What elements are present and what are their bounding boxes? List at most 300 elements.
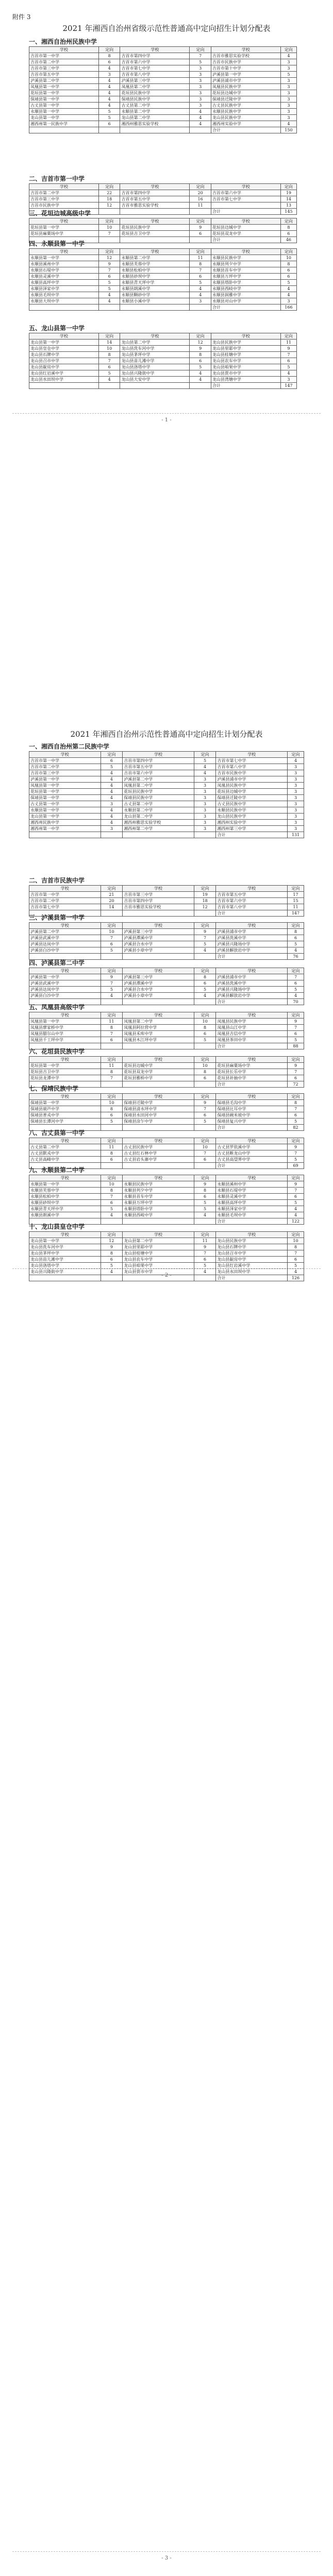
header-quota: 定向 bbox=[194, 1138, 216, 1144]
quota-cell: 6 bbox=[280, 267, 296, 274]
school-cell bbox=[123, 1218, 194, 1225]
school-cell: 龙山县第二中学 bbox=[123, 814, 194, 820]
header-quota: 定向 bbox=[190, 184, 211, 190]
table-row bbox=[29, 352, 297, 358]
table-row bbox=[29, 1106, 304, 1112]
table-row bbox=[29, 1019, 304, 1025]
school-cell: 龙山县桂塘中学 bbox=[123, 1250, 194, 1257]
quota-cell: 3 bbox=[280, 90, 296, 96]
school-cell: 泸溪县潭溪中学 bbox=[123, 980, 194, 987]
school-cell: 泸溪县浦市中学 bbox=[216, 776, 288, 783]
school-cell: 泸溪县洗溪中学 bbox=[216, 935, 288, 941]
table-header-row bbox=[29, 1057, 304, 1063]
school-cell: 保靖县民族中学 bbox=[120, 96, 190, 103]
school-cell: 保靖县迁陵中学 bbox=[123, 1100, 194, 1106]
school-cell: 花垣县边城中学 bbox=[211, 225, 280, 231]
school-cell: 龙山县水田坝中学 bbox=[216, 1269, 288, 1275]
quota-cell: 3 bbox=[287, 801, 304, 807]
school-cell: 花垣县边城中学 bbox=[216, 789, 288, 795]
school-cell: 凤凰县千工坪中学 bbox=[29, 1037, 101, 1043]
header-quota: 定向 bbox=[194, 1012, 216, 1019]
school-cell: 古丈县第二中学 bbox=[123, 801, 194, 807]
school-cell: 吉首市第二中学 bbox=[29, 764, 101, 770]
school-cell: 泸溪县第二中学 bbox=[123, 776, 194, 783]
school-cell: 龙山县民族中学 bbox=[211, 340, 280, 346]
quota-cell: 4 bbox=[190, 121, 211, 127]
quota-cell bbox=[98, 127, 120, 133]
header-school: 学校 bbox=[29, 184, 99, 190]
quota-cell bbox=[194, 1163, 216, 1169]
table-row bbox=[29, 1200, 304, 1206]
quota-cell: 3 bbox=[194, 776, 216, 783]
quota-cell: 7 bbox=[98, 267, 120, 274]
school-cell: 吉首市第七中学 bbox=[29, 904, 101, 910]
table-row bbox=[29, 1244, 304, 1250]
school-cell: 吉首市第三中学 bbox=[29, 65, 99, 72]
quota-cell: 4 bbox=[101, 993, 123, 999]
header-school: 学校 bbox=[29, 1057, 101, 1063]
school-cell: 永顺县民族中学 bbox=[216, 807, 288, 814]
quota-cell: 3 bbox=[287, 814, 304, 820]
school-cell: 合计 bbox=[211, 304, 280, 311]
table-row bbox=[29, 115, 297, 121]
header-school: 学校 bbox=[211, 333, 280, 340]
quota-cell: 6 bbox=[101, 1112, 123, 1118]
school-cell: 古丈县断龙山中学 bbox=[216, 1150, 288, 1157]
table-row bbox=[29, 202, 297, 209]
table-row bbox=[29, 255, 297, 261]
quota-cell: 7 bbox=[287, 1250, 304, 1257]
header-quota: 定向 bbox=[194, 1057, 216, 1063]
quota-cell bbox=[101, 954, 123, 960]
quota-cell: 7 bbox=[101, 1075, 123, 1081]
quota-cell: 8 bbox=[280, 225, 296, 231]
document-title-part2: 2021 年湘西自治州示范性普通高中定向招生计划分配表 bbox=[70, 730, 263, 739]
header-school: 学校 bbox=[120, 184, 190, 190]
header-school: 学校 bbox=[120, 218, 190, 225]
quota-cell: 10 bbox=[280, 255, 296, 261]
quota-cell: 4 bbox=[280, 121, 296, 127]
school-cell: 泸溪县浦市中学 bbox=[216, 974, 288, 980]
quota-cell: 4 bbox=[194, 764, 216, 770]
quota-table bbox=[29, 922, 304, 960]
school-cell: 龙山县桂塘中学 bbox=[211, 352, 280, 358]
quota-cell: 5 bbox=[287, 1200, 304, 1206]
table-row bbox=[29, 1075, 304, 1081]
quota-cell: 3 bbox=[280, 96, 296, 103]
quota-table bbox=[29, 46, 297, 133]
school-cell: 龙山县第二中学 bbox=[123, 1238, 194, 1244]
quota-cell: 6 bbox=[194, 1157, 216, 1163]
school-cell: 凤凰县吉信中学 bbox=[216, 1031, 288, 1037]
school-cell: 保靖县迁陵中学 bbox=[216, 795, 288, 801]
quota-cell: 4 bbox=[101, 789, 123, 795]
quota-cell bbox=[190, 304, 211, 311]
table-row bbox=[29, 190, 297, 196]
school-cell: 永顺县万坪中学 bbox=[123, 1200, 194, 1206]
quota-cell: 126 bbox=[287, 1275, 304, 1281]
section-heading: 二、吉首市民族中学 bbox=[29, 877, 85, 884]
header-school: 学校 bbox=[29, 1232, 101, 1238]
school-cell: 合计 bbox=[211, 237, 280, 243]
header-school: 学校 bbox=[29, 1094, 101, 1100]
page-number: - 3 - bbox=[161, 2555, 172, 2561]
quota-cell: 10 bbox=[101, 1181, 123, 1188]
school-cell: 龙山县大安中学 bbox=[120, 377, 190, 383]
quota-cell: 15 bbox=[287, 898, 304, 904]
document-title: 2021 年湘西自治州省级示范性普通高中定向招生计划分配表 bbox=[62, 24, 271, 33]
school-cell: 保靖县第一中学 bbox=[29, 1100, 101, 1106]
quota-cell: 5 bbox=[98, 109, 120, 115]
quota-cell: 6 bbox=[287, 1031, 304, 1037]
school-cell: 湘西州民族中学 bbox=[29, 820, 101, 826]
quota-cell: 12 bbox=[98, 202, 120, 209]
quota-cell: 7 bbox=[101, 1031, 123, 1037]
school-cell: 龙山县靛房中学 bbox=[29, 364, 99, 370]
school-cell: 吉首市雅思实验学校 bbox=[123, 904, 194, 910]
school-cell: 凤凰县禾库中学 bbox=[123, 1031, 194, 1037]
header-school: 学校 bbox=[29, 333, 99, 340]
quota-cell: 9 bbox=[280, 346, 296, 352]
quota-cell: 12 bbox=[194, 904, 216, 910]
quota-cell: 5 bbox=[287, 1118, 304, 1125]
school-cell: 永顺县列夕中学 bbox=[211, 261, 280, 267]
school-cell: 花垣县麻栗场中学 bbox=[29, 231, 99, 237]
school-cell: 永顺县第一中学 bbox=[29, 255, 99, 261]
table-row bbox=[29, 807, 304, 814]
quota-cell: 4 bbox=[194, 947, 216, 954]
quota-cell: 145 bbox=[280, 209, 296, 215]
school-cell: 永顺县第二中学 bbox=[123, 807, 194, 814]
school-cell: 吉首市第三中学 bbox=[123, 892, 194, 898]
school-cell: 永顺县灵溪中学 bbox=[29, 274, 99, 280]
school-cell: 龙山县苗儿滩中学 bbox=[120, 358, 190, 364]
quota-cell: 8 bbox=[194, 974, 216, 980]
school-cell: 花垣县第一中学 bbox=[29, 90, 99, 96]
school-cell: 泸溪县武溪中学 bbox=[29, 935, 101, 941]
school-cell: 泸溪县第三中学 bbox=[123, 974, 194, 980]
school-cell: 花垣县双龙中学 bbox=[123, 1069, 194, 1075]
school-cell: 凤凰县第二中学 bbox=[120, 84, 190, 90]
school-cell: 龙山县第二中学 bbox=[120, 115, 190, 121]
school-cell: 泸溪县第二中学 bbox=[29, 78, 99, 84]
table-row bbox=[29, 280, 297, 286]
school-cell: 泸溪县第三中学 bbox=[120, 78, 190, 84]
school-cell: 永顺县青天坪中学 bbox=[29, 1206, 101, 1212]
table-row bbox=[29, 974, 304, 980]
school-cell: 吉首市第一中学 bbox=[29, 758, 101, 764]
school-cell bbox=[120, 127, 190, 133]
header-school: 学校 bbox=[216, 752, 288, 758]
school-cell: 花垣县吉卫中学 bbox=[120, 231, 190, 237]
header-school: 学校 bbox=[123, 968, 194, 974]
quota-cell: 8 bbox=[101, 1025, 123, 1031]
school-cell: 泸溪县第三中学 bbox=[123, 929, 194, 935]
header-school: 学校 bbox=[120, 47, 190, 53]
header-quota: 定向 bbox=[101, 1232, 123, 1238]
school-cell: 保靖县民族中学 bbox=[123, 795, 194, 801]
annex-label: 附件 3 bbox=[12, 13, 31, 21]
quota-cell: 7 bbox=[287, 1025, 304, 1031]
school-cell: 龙山县里耶中学 bbox=[211, 346, 280, 352]
school-cell: 古丈县民族中学 bbox=[123, 1144, 194, 1150]
section-heading: 四、泸溪县第二中学 bbox=[29, 959, 85, 967]
quota-cell: 5 bbox=[101, 947, 123, 954]
quota-cell: 5 bbox=[194, 987, 216, 993]
school-cell: 花垣县雅桥中学 bbox=[123, 1075, 194, 1081]
quota-cell: 4 bbox=[194, 770, 216, 776]
school-cell: 合计 bbox=[216, 1218, 288, 1225]
school-cell: 花垣县吉卫中学 bbox=[29, 1069, 101, 1075]
school-cell: 永顺县砂坝中学 bbox=[120, 274, 190, 280]
quota-cell: 5 bbox=[194, 758, 216, 764]
quota-cell: 147 bbox=[280, 383, 296, 389]
quota-cell bbox=[190, 127, 211, 133]
header-school: 学校 bbox=[29, 968, 101, 974]
quota-cell: 19 bbox=[280, 190, 296, 196]
quota-cell: 5 bbox=[194, 941, 216, 947]
school-cell: 吉首市第七中学 bbox=[120, 65, 190, 72]
school-cell: 永顺县列夕中学 bbox=[123, 1188, 194, 1194]
section-heading: 三、泸溪县第一中学 bbox=[29, 914, 85, 921]
quota-cell bbox=[101, 832, 123, 838]
school-cell: 花垣县民族中学 bbox=[123, 789, 194, 795]
header-school: 学校 bbox=[123, 923, 194, 929]
school-cell: 泸溪县第一中学 bbox=[29, 974, 101, 980]
school-cell: 龙山县兴隆街中学 bbox=[120, 370, 190, 377]
school-cell: 吉首市第二中学 bbox=[29, 898, 101, 904]
school-cell: 龙山县农车中学 bbox=[123, 1257, 194, 1263]
school-cell bbox=[120, 383, 190, 389]
quota-cell: 3 bbox=[190, 90, 211, 96]
table-row bbox=[29, 364, 297, 370]
quota-cell: 4 bbox=[101, 1269, 123, 1275]
quota-cell: 69 bbox=[287, 1163, 304, 1169]
table-row bbox=[29, 377, 297, 383]
section-heading: 七、保靖民族中学 bbox=[29, 1085, 79, 1092]
school-cell: 保靖县长潭河中学 bbox=[29, 1118, 101, 1125]
table-row bbox=[29, 1037, 304, 1043]
header-quota: 定向 bbox=[280, 47, 296, 53]
quota-cell: 4 bbox=[98, 103, 120, 109]
school-cell: 泸溪县合水中学 bbox=[123, 941, 194, 947]
quota-cell: 12 bbox=[190, 340, 211, 346]
table-row bbox=[29, 121, 297, 127]
school-cell: 永顺县泽家中学 bbox=[29, 286, 99, 292]
school-cell: 泸溪县白沙中学 bbox=[29, 993, 101, 999]
school-cell bbox=[120, 304, 190, 311]
table-row bbox=[29, 1063, 304, 1069]
school-cell: 合计 bbox=[216, 1125, 288, 1131]
quota-cell: 9 bbox=[98, 261, 120, 267]
quota-cell: 5 bbox=[280, 364, 296, 370]
table-row bbox=[29, 947, 304, 954]
school-cell: 龙山县洗车河中学 bbox=[120, 346, 190, 352]
quota-cell bbox=[98, 209, 120, 215]
header-school: 学校 bbox=[29, 923, 101, 929]
quota-cell: 6 bbox=[101, 758, 123, 764]
school-cell: 吉首市民族中学 bbox=[216, 770, 288, 776]
quota-table bbox=[29, 1175, 304, 1225]
header-school: 学校 bbox=[123, 1175, 194, 1181]
school-cell bbox=[123, 1125, 194, 1131]
quota-cell: 3 bbox=[287, 820, 304, 826]
table-row bbox=[29, 286, 297, 292]
table-header-row bbox=[29, 1232, 304, 1238]
header-quota: 定向 bbox=[101, 1094, 123, 1100]
school-cell: 花垣县民族中学 bbox=[120, 225, 190, 231]
header-quota: 定向 bbox=[194, 1094, 216, 1100]
header-quota: 定向 bbox=[287, 1012, 304, 1019]
header-quota: 定向 bbox=[101, 1138, 123, 1144]
quota-cell: 6 bbox=[190, 358, 211, 364]
school-cell: 湘西州实验中学 bbox=[211, 121, 280, 127]
school-cell: 永顺县大坝中学 bbox=[29, 298, 99, 304]
quota-cell bbox=[101, 1125, 123, 1131]
table-header-row bbox=[29, 886, 304, 892]
quota-cell: 4 bbox=[190, 292, 211, 298]
table-row bbox=[29, 1250, 304, 1257]
quota-cell: 21 bbox=[101, 892, 123, 898]
school-cell: 永顺县首车中学 bbox=[123, 1194, 194, 1200]
quota-cell: 4 bbox=[101, 820, 123, 826]
school-cell: 古丈县红石林中学 bbox=[123, 1150, 194, 1157]
table-row bbox=[29, 358, 297, 364]
header-school: 学校 bbox=[29, 886, 101, 892]
school-cell: 保靖县水田河中学 bbox=[123, 1112, 194, 1118]
quota-cell: 4 bbox=[98, 65, 120, 72]
table-row bbox=[29, 1238, 304, 1244]
table-row bbox=[29, 225, 297, 231]
school-cell: 永顺县灵溪中学 bbox=[216, 1194, 288, 1200]
quota-cell: 4 bbox=[287, 1212, 304, 1218]
header-quota: 定向 bbox=[280, 184, 296, 190]
school-cell: 古丈县第一中学 bbox=[29, 103, 99, 109]
school-cell: 古丈县第二中学 bbox=[29, 1144, 101, 1150]
header-school: 学校 bbox=[216, 1012, 288, 1019]
school-cell: 泸溪县解放岩中学 bbox=[216, 993, 288, 999]
header-quota: 定向 bbox=[194, 886, 216, 892]
quota-cell: 9 bbox=[194, 929, 216, 935]
school-cell: 永顺县民族中学 bbox=[211, 255, 280, 261]
quota-cell: 5 bbox=[101, 1118, 123, 1125]
section-heading: 八、古丈县第一中学 bbox=[29, 1129, 85, 1137]
header-quota: 定向 bbox=[287, 1094, 304, 1100]
quota-cell: 8 bbox=[190, 352, 211, 358]
school-cell bbox=[123, 1043, 194, 1049]
school-cell: 龙山县洗车河中学 bbox=[29, 1244, 101, 1250]
school-cell: 凤凰县民族中学 bbox=[216, 783, 288, 789]
school-cell: 永顺县润雅中学 bbox=[211, 292, 280, 298]
table-row bbox=[29, 231, 297, 237]
school-cell bbox=[120, 209, 190, 215]
quota-cell: 4 bbox=[194, 1212, 216, 1218]
school-cell: 保靖县碗米坡中学 bbox=[216, 1112, 288, 1118]
quota-cell: 3 bbox=[98, 72, 120, 78]
header-school: 学校 bbox=[123, 1094, 194, 1100]
quota-table bbox=[29, 885, 304, 917]
quota-cell: 5 bbox=[287, 1263, 304, 1269]
header-school: 学校 bbox=[216, 1138, 288, 1144]
quota-cell: 3 bbox=[287, 807, 304, 814]
quota-cell: 4 bbox=[98, 377, 120, 383]
quota-cell: 9 bbox=[194, 1181, 216, 1188]
school-cell bbox=[120, 237, 190, 243]
quota-cell: 3 bbox=[194, 795, 216, 801]
quota-cell: 4 bbox=[190, 115, 211, 121]
school-cell: 龙山县第一中学 bbox=[29, 340, 99, 346]
quota-cell: 22 bbox=[98, 190, 120, 196]
quota-cell: 4 bbox=[190, 370, 211, 377]
quota-cell: 10 bbox=[287, 1238, 304, 1244]
school-cell: 合计 bbox=[211, 209, 280, 215]
quota-cell: 7 bbox=[287, 974, 304, 980]
quota-cell: 5 bbox=[101, 764, 123, 770]
quota-cell: 9 bbox=[194, 1100, 216, 1106]
school-cell: 保靖县毛沟中学 bbox=[216, 1100, 288, 1106]
quota-cell: 5 bbox=[98, 370, 120, 377]
quota-cell: 4 bbox=[280, 53, 296, 59]
school-cell: 永顺县第二中学 bbox=[120, 255, 190, 261]
school-cell: 龙山县贾市中学 bbox=[123, 1269, 194, 1275]
school-cell: 龙山县贾市中学 bbox=[211, 370, 280, 377]
school-cell: 吉首市第一中学 bbox=[29, 892, 101, 898]
school-cell: 古丈县罗依溪中学 bbox=[216, 1144, 288, 1150]
quota-cell: 6 bbox=[98, 364, 120, 370]
school-cell: 古丈县岩头寨中学 bbox=[123, 1157, 194, 1163]
table-row bbox=[29, 1157, 304, 1163]
school-cell: 龙山县红岩溪中学 bbox=[216, 1263, 288, 1269]
school-cell: 吉首市第八中学 bbox=[120, 72, 190, 78]
school-cell: 永顺县塔卧中学 bbox=[211, 280, 280, 286]
school-cell: 吉首市第一中学 bbox=[29, 53, 99, 59]
quota-cell: 6 bbox=[194, 1112, 216, 1118]
school-cell: 龙山县洛塔中学 bbox=[120, 364, 190, 370]
section-heading: 二、吉首市第一中学 bbox=[29, 175, 85, 182]
table-row bbox=[29, 261, 297, 267]
quota-cell: 3 bbox=[280, 59, 296, 65]
school-cell bbox=[123, 832, 194, 838]
quota-cell: 3 bbox=[194, 820, 216, 826]
section-heading: 四、永顺县第一中学 bbox=[29, 240, 85, 247]
header-school: 学校 bbox=[123, 886, 194, 892]
quota-cell: 4 bbox=[287, 993, 304, 999]
header-quota: 定向 bbox=[101, 886, 123, 892]
section-heading: 六、花垣县民族中学 bbox=[29, 1048, 85, 1055]
quota-cell: 6 bbox=[98, 274, 120, 280]
quota-cell: 3 bbox=[287, 826, 304, 832]
page-number: - 2 - bbox=[161, 1273, 172, 1278]
header-quota: 定向 bbox=[280, 218, 296, 225]
school-cell: 合计 bbox=[216, 1163, 288, 1169]
table-row bbox=[29, 304, 297, 311]
quota-cell: 7 bbox=[287, 1188, 304, 1194]
school-cell: 永顺县石堤中学 bbox=[29, 267, 99, 274]
school-cell: 合计 bbox=[216, 1081, 288, 1088]
quota-cell: 6 bbox=[101, 941, 123, 947]
quota-cell: 11 bbox=[101, 1019, 123, 1025]
quota-cell bbox=[101, 1081, 123, 1088]
school-cell: 合计 bbox=[216, 832, 288, 838]
school-cell: 湘西州实验中学 bbox=[216, 820, 288, 826]
school-cell: 永顺县溪州中学 bbox=[29, 261, 99, 267]
school-cell: 泸溪县第二中学 bbox=[29, 929, 101, 935]
quota-cell: 131 bbox=[287, 832, 304, 838]
header-quota: 定向 bbox=[194, 923, 216, 929]
section-heading: 十、龙山县皇仓中学 bbox=[29, 1223, 85, 1230]
quota-cell: 4 bbox=[287, 1269, 304, 1275]
quota-cell: 4 bbox=[98, 78, 120, 84]
